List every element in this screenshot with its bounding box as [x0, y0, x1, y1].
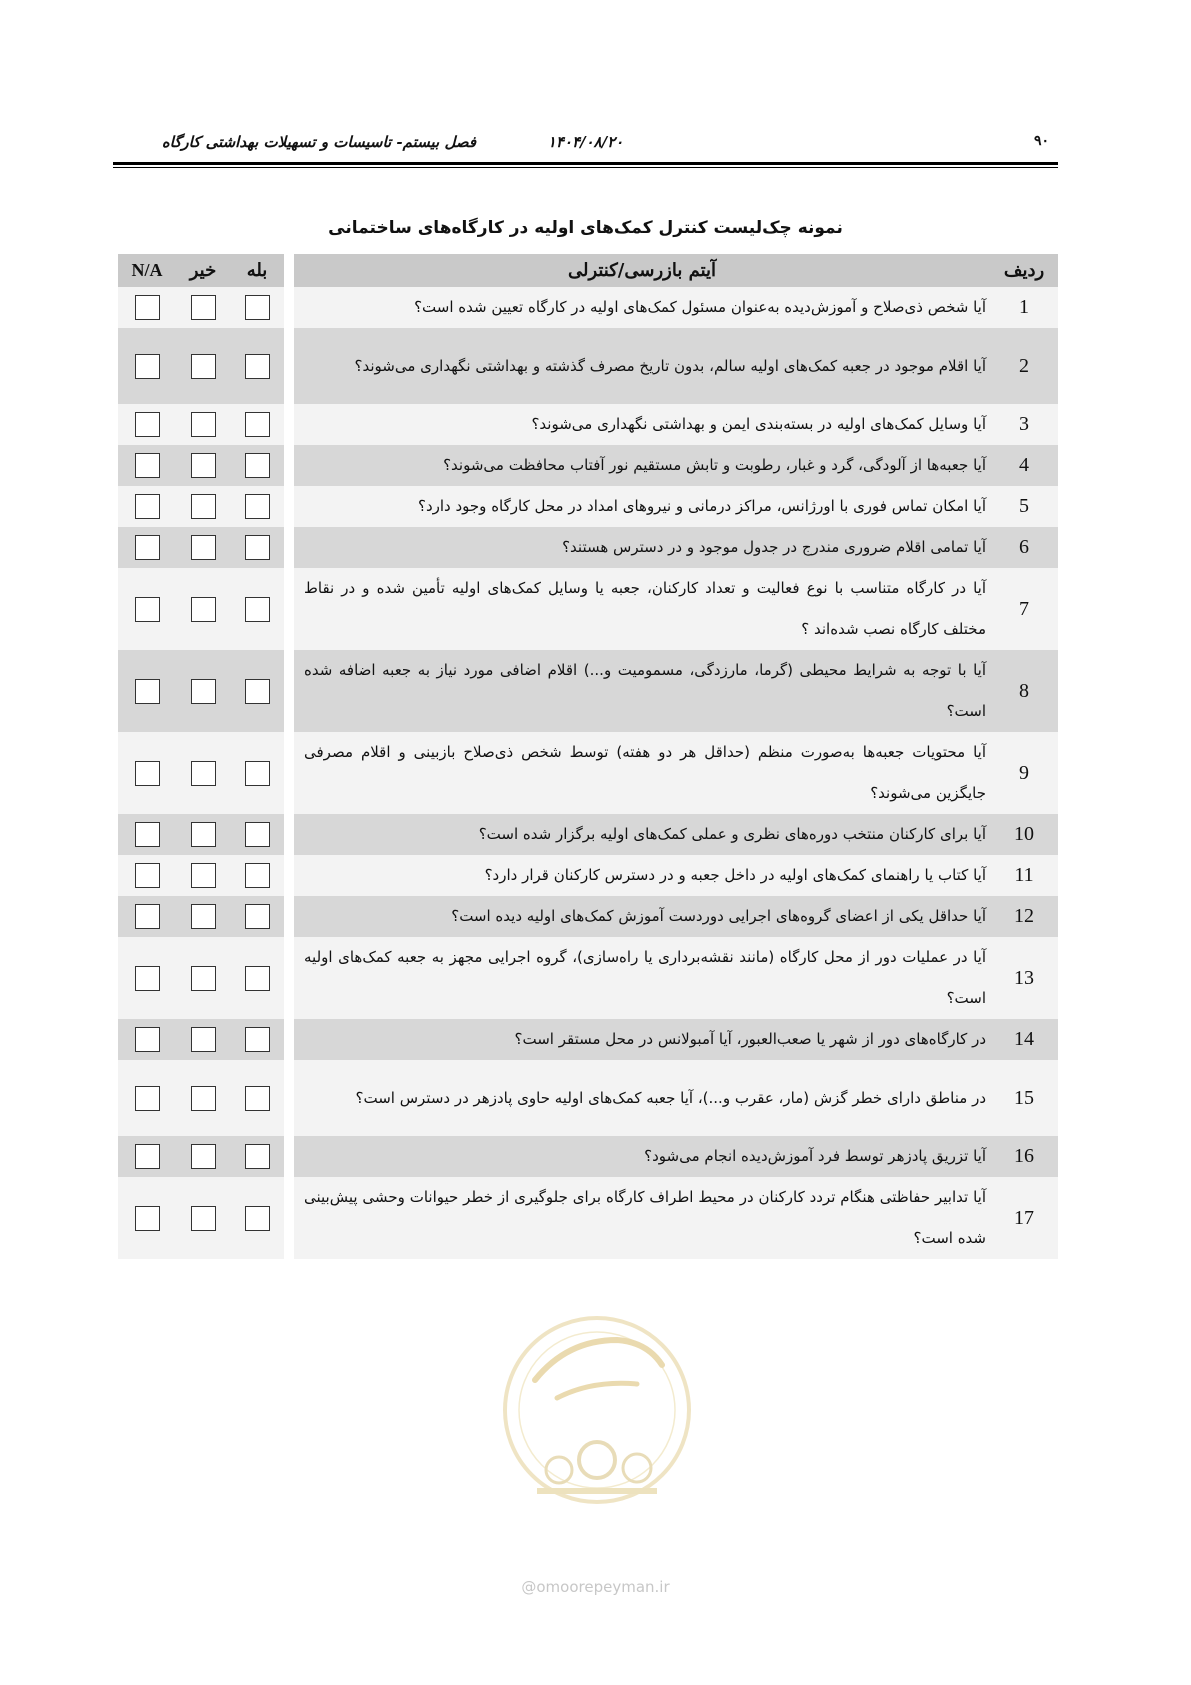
checkbox-no[interactable]: [191, 412, 216, 437]
row-item-text: آیا شخص ذی‌صلاح و آموزش‌دیده به‌عنوان مسئول کمک‌های اولیه در کارگاه تعیین شده است؟: [289, 287, 990, 328]
row-item-text: آیا در عملیات دور از محل کارگاه (مانند نقشه‌برداری یا راه‌سازی)، گروه اجرایی مجهز به جعبه کمک‌های اولیه است؟: [289, 937, 990, 1019]
cell-no: [176, 650, 230, 732]
header-na: N/A: [131, 260, 163, 280]
row-item-text: آیا تزریق پادزهر توسط فرد آموزش‌دیده انجام می‌شود؟: [289, 1136, 990, 1177]
checkbox-yes[interactable]: [245, 295, 270, 320]
checkbox-yes[interactable]: [245, 535, 270, 560]
row-number: 1: [1019, 296, 1029, 318]
table-row: [118, 568, 1058, 650]
cell-no: [176, 855, 230, 896]
checkbox-no[interactable]: [191, 822, 216, 847]
row-item-text: آیا وسایل کمک‌های اولیه در بسته‌بندی ایمن و بهداشتی نگهداری می‌شوند؟: [289, 404, 990, 445]
checkbox-na[interactable]: [135, 1206, 160, 1231]
page-header: [113, 128, 1058, 168]
table-row: [118, 896, 1058, 937]
row-item-text: آیا حداقل یکی از اعضای گروه‌های اجرایی دوردست آموزش کمک‌های اولیه دیده است؟: [289, 896, 990, 937]
checkbox-no[interactable]: [191, 295, 216, 320]
header-rule-thick: [113, 162, 1058, 165]
cell-na: [118, 328, 176, 404]
row-item-text: آیا برای کارکنان منتخب دوره‌های نظری و عملی کمک‌های اولیه برگزار شده است؟: [289, 814, 990, 855]
page-number: ۹۰: [1034, 133, 1050, 149]
checkbox-yes[interactable]: [245, 1027, 270, 1052]
row-item-text: آیا تمامی اقلام ضروری مندرج در جدول موجود و در دسترس هستند؟: [289, 527, 990, 568]
table-row: [118, 937, 1058, 1019]
row-item-text: آیا محتویات جعبه‌ها به‌صورت منظم (حداقل هر دو هفته) توسط شخص ذی‌صلاح بازبینی و اقلام مصرفی جایگزین می‌شوند؟: [289, 732, 990, 814]
watermark-logo: [497, 1310, 697, 1570]
checkbox-na[interactable]: [135, 412, 160, 437]
checkbox-yes[interactable]: [245, 863, 270, 888]
cell-no: [176, 1060, 230, 1136]
cell-no: [176, 937, 230, 1019]
checkbox-no[interactable]: [191, 761, 216, 786]
table-row: [118, 1136, 1058, 1177]
cell-yes: [230, 1136, 289, 1177]
checkbox-yes[interactable]: [245, 453, 270, 478]
row-item-text: آیا امکان تماس فوری با اورژانس، مراکز درمانی و نیروهای امداد در محل کارگاه وجود دارد؟: [289, 486, 990, 527]
table-row: [118, 328, 1058, 404]
header-date: ۱۴۰۴/۰۸/۲۰: [547, 133, 624, 151]
checkbox-na[interactable]: [135, 966, 160, 991]
row-number: 9: [1019, 761, 1029, 784]
checkbox-na[interactable]: [135, 679, 160, 704]
cell-yes: [230, 1019, 289, 1060]
cell-yes: [230, 328, 289, 404]
cell-na: [118, 527, 176, 568]
cell-yes: [230, 568, 289, 650]
checkbox-no[interactable]: [191, 966, 216, 991]
checklist-title: نمونه چک‌لیست کنترل کمک‌های اولیه در کارگاه‌های ساختمانی: [328, 218, 843, 238]
checkbox-no[interactable]: [191, 1144, 216, 1169]
row-number: 5: [1019, 495, 1029, 517]
cell-no: [176, 527, 230, 568]
header-item: آیتم بازرسی/کنترلی: [289, 254, 990, 287]
cell-na: [118, 896, 176, 937]
cell-yes: [230, 814, 289, 855]
checkbox-yes[interactable]: [245, 904, 270, 929]
checkbox-no[interactable]: [191, 453, 216, 478]
checkbox-no[interactable]: [191, 1206, 216, 1231]
chapter-title: فصل بیستم- تاسیسات و تسهیلات بهداشتی کارگاه: [161, 133, 476, 151]
checkbox-yes[interactable]: [245, 966, 270, 991]
cell-na: [118, 1136, 176, 1177]
cell-na: [118, 732, 176, 814]
checkbox-na[interactable]: [135, 494, 160, 519]
checkbox-no[interactable]: [191, 597, 216, 622]
table-row: [118, 855, 1058, 896]
table-row: [118, 1177, 1058, 1259]
checkbox-yes[interactable]: [245, 354, 270, 379]
row-number: 8: [1019, 679, 1029, 702]
cell-no: [176, 1177, 230, 1259]
cell-no: [176, 732, 230, 814]
cell-na: [118, 568, 176, 650]
row-number: 10: [1014, 823, 1034, 845]
row-number: 11: [1014, 864, 1034, 886]
checkbox-na[interactable]: [135, 295, 160, 320]
cell-na: [118, 445, 176, 486]
cell-na: [118, 486, 176, 527]
row-number: 16: [1014, 1145, 1034, 1167]
cell-no: [176, 568, 230, 650]
checkbox-yes[interactable]: [245, 1086, 270, 1111]
cell-na: [118, 937, 176, 1019]
row-number: 13: [1014, 966, 1034, 989]
checkbox-yes[interactable]: [245, 412, 270, 437]
cell-no: [176, 287, 230, 328]
row-number: 3: [1019, 413, 1029, 435]
cell-no: [176, 328, 230, 404]
cell-yes: [230, 527, 289, 568]
cell-yes: [230, 650, 289, 732]
table-row: [118, 287, 1058, 328]
header-radif: ردیف: [1003, 260, 1045, 281]
checklist-table: [113, 254, 1058, 1259]
cell-yes: [230, 1060, 289, 1136]
checkbox-no[interactable]: [191, 1027, 216, 1052]
cell-na: [118, 650, 176, 732]
row-number: 17: [1014, 1206, 1034, 1229]
row-number: 14: [1014, 1028, 1034, 1050]
cell-na: [118, 1019, 176, 1060]
checkbox-no[interactable]: [191, 679, 216, 704]
cell-na: [118, 287, 176, 328]
checkbox-na[interactable]: [135, 1144, 160, 1169]
cell-na: [118, 855, 176, 896]
checkbox-na[interactable]: [135, 453, 160, 478]
cell-no: [176, 404, 230, 445]
checkbox-na[interactable]: [135, 597, 160, 622]
table-row: [118, 1060, 1058, 1136]
checkbox-yes[interactable]: [245, 494, 270, 519]
row-number: 6: [1019, 536, 1029, 558]
cell-yes: [230, 287, 289, 328]
checkbox-na[interactable]: [135, 863, 160, 888]
header-yes: بله: [246, 260, 268, 281]
checkbox-no[interactable]: [191, 863, 216, 888]
row-item-text: آیا با توجه به شرایط محیطی (گرما، مارزدگی، مسمومیت و...) اقلام اضافی مورد نیاز به جعبه اضافه شده است؟: [289, 650, 990, 732]
watermark-url: @omoorepeyman.ir: [521, 1578, 670, 1596]
table-header-row: [118, 254, 1058, 287]
row-number: 2: [1019, 354, 1029, 377]
checkbox-na[interactable]: [135, 1086, 160, 1111]
row-number: 12: [1014, 905, 1034, 927]
cell-yes: [230, 732, 289, 814]
checkbox-na[interactable]: [135, 354, 160, 379]
seal-icon: [497, 1310, 697, 1570]
checkbox-na[interactable]: [135, 904, 160, 929]
checkbox-na[interactable]: [135, 761, 160, 786]
cell-no: [176, 486, 230, 527]
table-row: [118, 445, 1058, 486]
cell-yes: [230, 1177, 289, 1259]
cell-na: [118, 404, 176, 445]
header-rule-thin: [113, 167, 1058, 168]
cell-yes: [230, 445, 289, 486]
checkbox-no[interactable]: [191, 494, 216, 519]
cell-no: [176, 896, 230, 937]
cell-yes: [230, 404, 289, 445]
cell-no: [176, 1019, 230, 1060]
cell-na: [118, 1060, 176, 1136]
checkbox-no[interactable]: [191, 535, 216, 560]
checkbox-na[interactable]: [135, 535, 160, 560]
table-row: [118, 814, 1058, 855]
table-row: [118, 1019, 1058, 1060]
row-number: 4: [1019, 454, 1029, 476]
cell-yes: [230, 896, 289, 937]
checkbox-yes[interactable]: [245, 1206, 270, 1231]
row-item-text: در مناطق دارای خطر گزش (مار، عقرب و...)، آیا جعبه کمک‌های اولیه حاوی پادزهر در دسترس است؟: [289, 1060, 990, 1136]
row-number: 15: [1014, 1086, 1034, 1109]
cell-yes: [230, 855, 289, 896]
table-row: [118, 732, 1058, 814]
row-number: 7: [1019, 597, 1029, 620]
table-row: [118, 486, 1058, 527]
table-row: [118, 650, 1058, 732]
cell-no: [176, 445, 230, 486]
cell-yes: [230, 486, 289, 527]
checklist-body: [118, 287, 1058, 1259]
table-row: [118, 527, 1058, 568]
checkbox-na[interactable]: [135, 822, 160, 847]
cell-no: [176, 814, 230, 855]
cell-yes: [230, 937, 289, 1019]
checkbox-yes[interactable]: [245, 679, 270, 704]
cell-na: [118, 1177, 176, 1259]
cell-no: [176, 1136, 230, 1177]
checkbox-yes[interactable]: [245, 1144, 270, 1169]
row-item-text: آیا تدابیر حفاظتی هنگام تردد کارکنان در محیط اطراف کارگاه برای جلوگیری از خطر حیوانات وحشی پیش‌بینی شده است؟: [289, 1177, 990, 1259]
checkbox-yes[interactable]: [245, 761, 270, 786]
row-item-text: آیا در کارگاه متناسب با نوع فعالیت و تعداد کارکنان، جعبه یا وسایل کمک‌های اولیه تأمین شده و در نقاط مختلف کارگاه نصب شده‌اند ؟: [289, 568, 990, 650]
checkbox-yes[interactable]: [245, 597, 270, 622]
checkbox-na[interactable]: [135, 1027, 160, 1052]
table-row: [118, 404, 1058, 445]
checkbox-yes[interactable]: [245, 822, 270, 847]
row-item-text: در کارگاه‌های دور از شهر یا صعب‌العبور، آیا آمبولانس در محل مستقر است؟: [289, 1019, 990, 1060]
row-item-text: آیا کتاب یا راهنمای کمک‌های اولیه در داخل جعبه و در دسترس کارکنان قرار دارد؟: [289, 855, 990, 896]
row-item-text: آیا جعبه‌ها از آلودگی، گرد و غبار، رطوبت و تابش مستقیم نور آفتاب محافظت می‌شوند؟: [289, 445, 990, 486]
checkbox-no[interactable]: [191, 904, 216, 929]
row-item-text: آیا اقلام موجود در جعبه کمک‌های اولیه سالم، بدون تاریخ مصرف گذشته و بهداشتی نگهداری می‌شوند؟: [289, 328, 990, 404]
cell-na: [118, 814, 176, 855]
checkbox-no[interactable]: [191, 1086, 216, 1111]
header-no: خیر: [189, 260, 217, 281]
checkbox-no[interactable]: [191, 354, 216, 379]
